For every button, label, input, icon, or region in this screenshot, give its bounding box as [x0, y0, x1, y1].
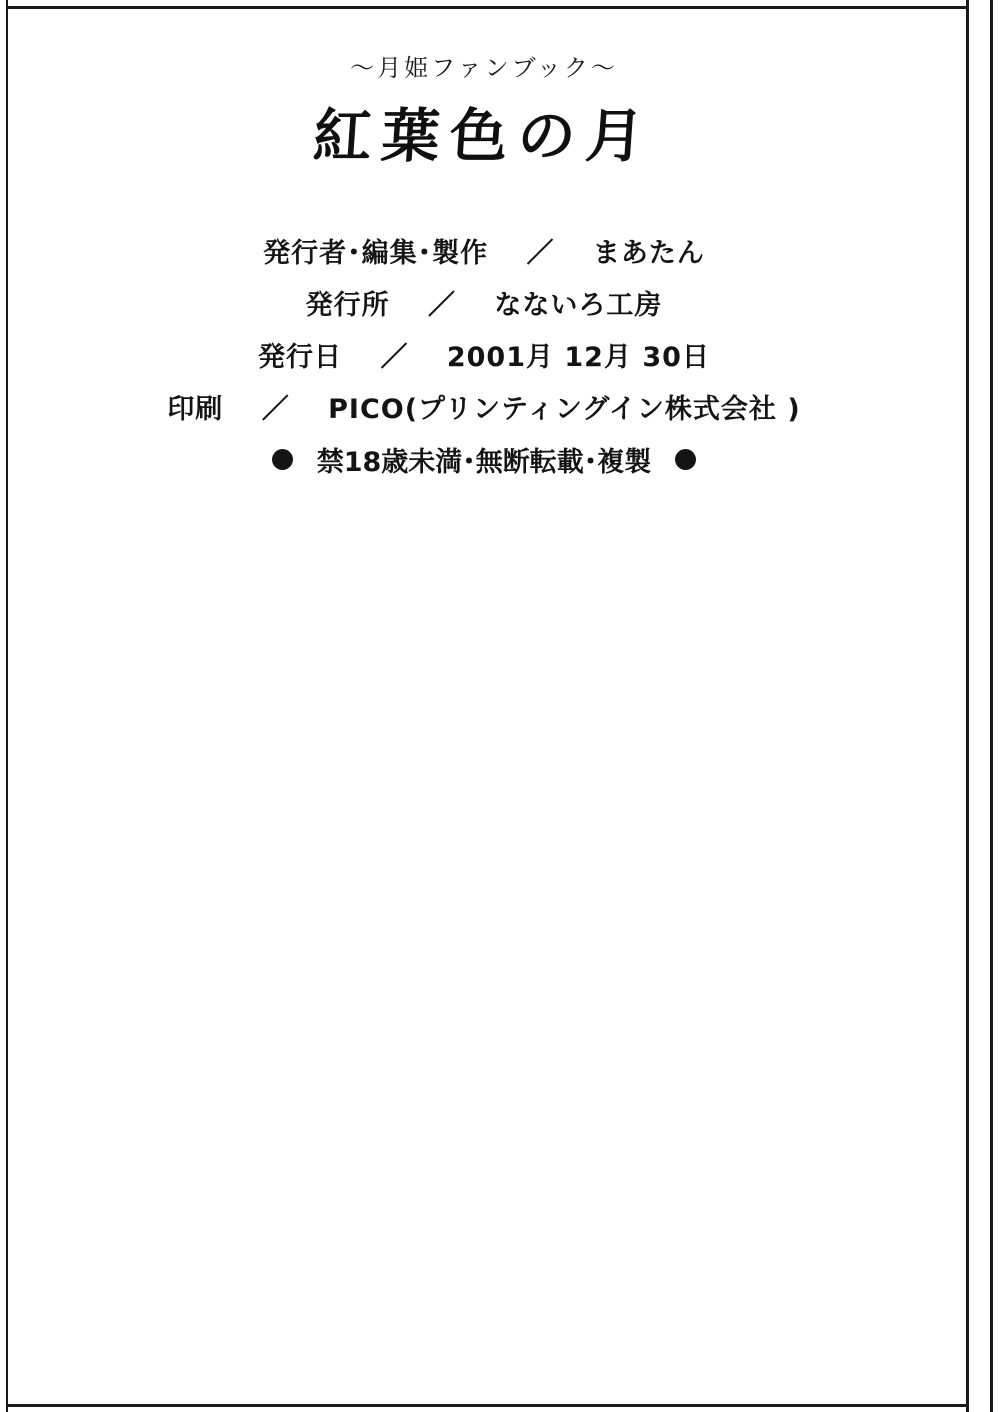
series-subtitle: ～月姫ファンブック～ — [350, 54, 618, 82]
colophon-block — [0, 0, 968, 479]
credits-list — [0, 231, 968, 426]
page-title: 紅葉色の月 — [311, 102, 657, 170]
credit-line: 発行所 ／ なないろ工房 — [305, 290, 663, 321]
credit-line: 印刷 ／ PICO(プリンティングイン株式会社 ) — [167, 394, 801, 425]
blank-page-area — [20, 470, 950, 1390]
notice-text: 禁18歳未満･無断転載･複製 — [316, 447, 652, 478]
page-border-bottom — [6, 1404, 968, 1407]
bullet-icon — [272, 449, 293, 470]
credit-line: 発行者･編集･製作 ／ まあたん — [263, 238, 705, 269]
credit-line: 発行日 ／ 2001月 12月 30日 — [258, 342, 710, 373]
page-border-right-edge — [990, 0, 993, 1412]
bullet-icon — [675, 449, 696, 470]
page-gutter — [969, 0, 990, 1412]
